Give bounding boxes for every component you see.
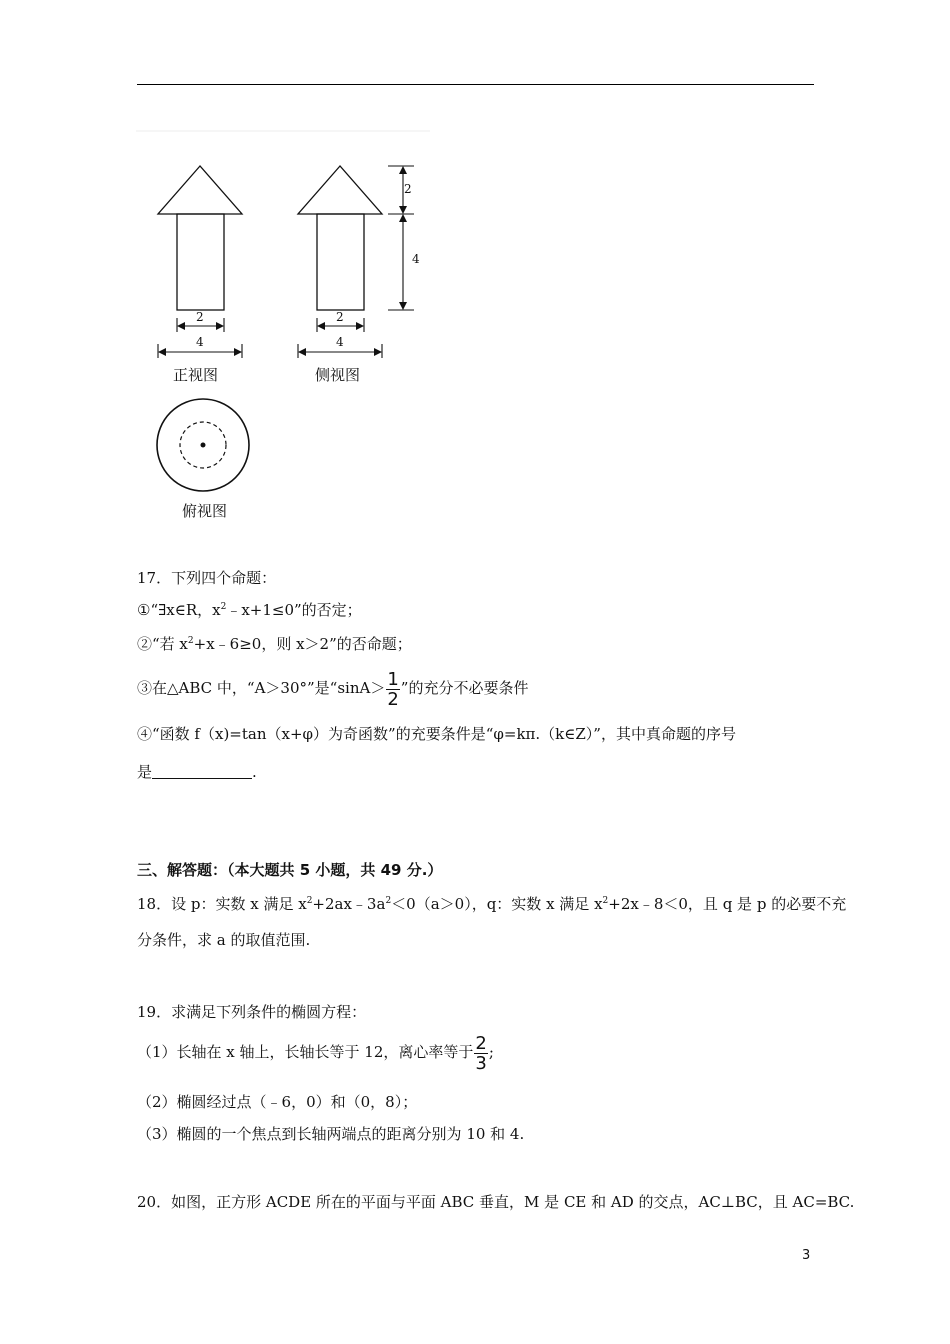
fraction-two-thirds: $\frac{2}{3}$ [475, 1032, 487, 1074]
q18-line-1: 18．设 p：实数 x 满足 $x^2+2ax﹣3a^2<0(a>0)$，q：实数 x 满足 $x^2+2x﹣8<0$，且 q 是 p 的必要不充 [137, 895, 847, 913]
answer-blank [152, 764, 252, 779]
q17-item-2: ②“若 $x^2+x﹣6\ge 0$，则 x＞2”的否命题； [137, 635, 412, 653]
q18-line-2: 分条件，求 a 的取值范围. [137, 931, 311, 949]
dim-label-side-outer: 4 [336, 335, 344, 349]
three-view-figure [130, 128, 430, 528]
q17-answer-line: 是 . [137, 763, 257, 781]
dim-label-front-outer: 4 [196, 335, 204, 349]
q17-item-1: ①“∃x∈R，$x^2﹣x+1\le 0$”的否定； [137, 601, 362, 619]
q19-stem: 19．求满足下列条件的椭圆方程： [137, 1003, 367, 1021]
header-rule [137, 84, 814, 85]
dim-label-front-inner: 2 [196, 310, 204, 324]
dim-label-body-height: 4 [412, 252, 420, 266]
q17-item-3: ③在△ABC 中，“A＞30°”是“sinA＞ $\frac{1}{2}$ ”的充分不必要条件 [137, 668, 529, 710]
three-view-drawing [130, 128, 430, 528]
q17-stem: 17．下列四个命题： [137, 569, 277, 587]
section-3-heading: 三、解答题：（本大题共 5 小题，共 49 分.） [137, 861, 443, 879]
fraction-one-half: $\frac{1}{2}$ [387, 668, 399, 710]
q17-item-4: ④“函数 f（x)=tan（x+φ）为奇函数”的充要条件是“φ=kπ.（k∈Z）”，其中真命题的序号 [137, 725, 736, 743]
q19-item-2: （2）椭圆经过点（﹣6，0）和（0，8）； [137, 1093, 418, 1111]
dim-label-top-height: 2 [404, 182, 412, 196]
q20-text: 20．如图，正方形 ACDE 所在的平面与平面 ABC 垂直，M 是 CE 和 AD 的交点，AC⊥BC，且 AC=BC. [137, 1193, 855, 1211]
page-number: 3 [802, 1248, 811, 1263]
top-view [157, 399, 249, 491]
side-view [298, 166, 382, 310]
q19-item-1: （1）长轴在 x 轴上，长轴长等于 12，离心率等于 $\frac{2}{3}$ ; [137, 1032, 494, 1074]
top-view-caption: 俯视图 [182, 502, 228, 520]
dim-label-side-inner: 2 [336, 310, 344, 324]
front-view [158, 166, 242, 310]
front-view-caption: 正视图 [173, 366, 219, 384]
side-view-caption: 侧视图 [315, 366, 361, 384]
q19-item-3: （3）椭圆的一个焦点到长轴两端点的距离分别为 10 和 4. [137, 1125, 525, 1143]
